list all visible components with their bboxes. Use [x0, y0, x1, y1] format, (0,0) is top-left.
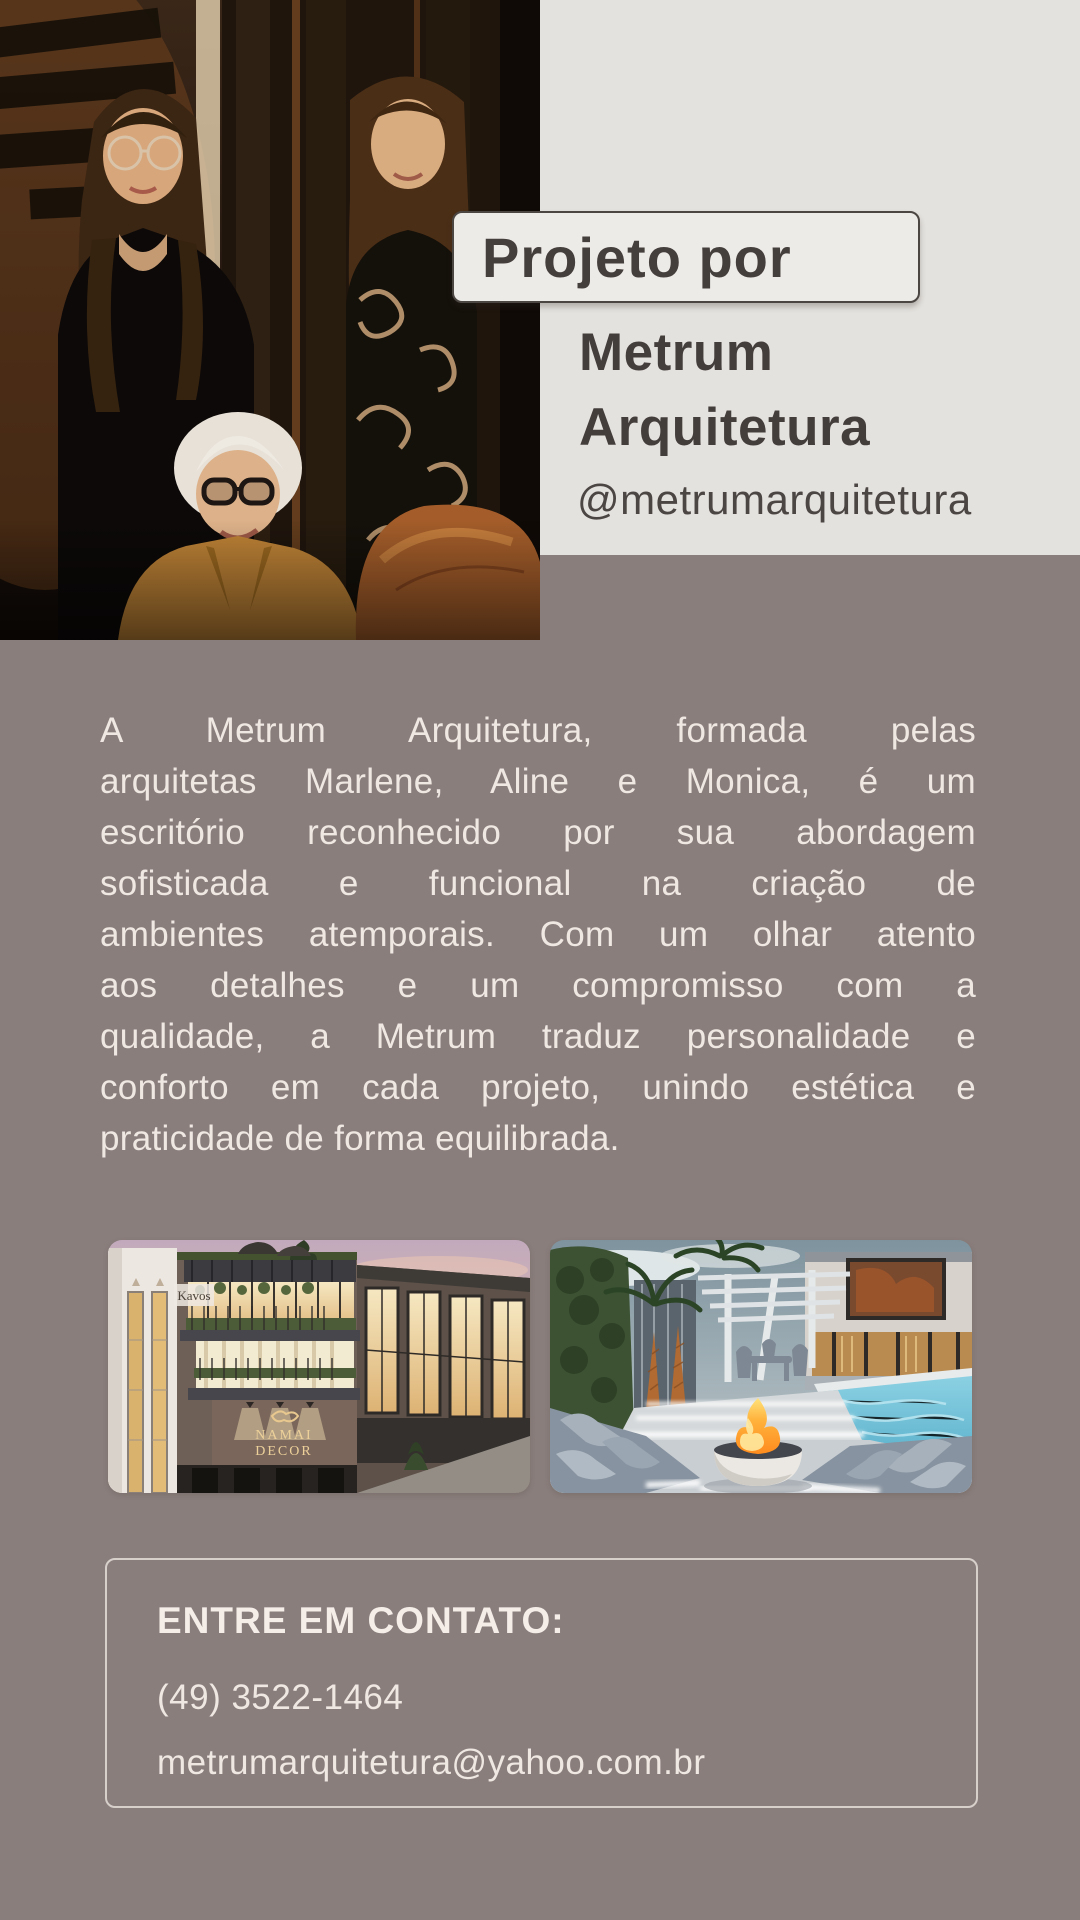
about-line: arquitetas Marlene, Aline e Monica, é um [100, 762, 976, 801]
building-render-illustration [108, 1240, 530, 1493]
studio-name [579, 315, 870, 465]
about-line: conforto em cada projeto, unindo estética e [100, 1068, 976, 1107]
contact-phone[interactable]: (49) 3522-1464 [157, 1678, 404, 1717]
pool-render-illustration [550, 1240, 972, 1493]
studio-name-line1: Metrum [579, 323, 774, 382]
about-line: escritório reconhecido por sua abordagem [100, 813, 976, 852]
contact-email[interactable]: metrumarquitetura@yahoo.com.br [157, 1743, 706, 1782]
about-paragraph [100, 705, 976, 1164]
building-sign-kavos: Kavos [177, 1288, 211, 1303]
building-sign-namai: NAMAI [255, 1428, 313, 1443]
about-line: ambientes atemporais. Com um olhar atento [100, 915, 976, 954]
project-image-pool [550, 1240, 972, 1493]
about-line: aos detalhes e um compromisso com a [100, 966, 976, 1005]
contact-card [105, 1558, 978, 1808]
building-sign-decor: DECOR [255, 1444, 313, 1459]
team-photo [0, 0, 540, 640]
about-line: sofisticada e funcional na criação de [100, 864, 976, 903]
project-by-label: Projeto por [482, 225, 792, 289]
about-line: praticidade de forma equilibrada. [100, 1119, 620, 1158]
about-line: A Metrum Arquitetura, formada pelas [100, 711, 976, 750]
instagram-handle[interactable]: @metrumarquitetura [577, 476, 972, 523]
about-line: qualidade, a Metrum traduz personalidade e [100, 1017, 976, 1056]
team-photo-illustration [0, 0, 540, 640]
contact-heading: ENTRE EM CONTATO: [157, 1600, 565, 1641]
project-image-building [108, 1240, 530, 1493]
studio-name-line2: Arquitetura [579, 398, 871, 457]
project-by-badge [452, 211, 920, 303]
